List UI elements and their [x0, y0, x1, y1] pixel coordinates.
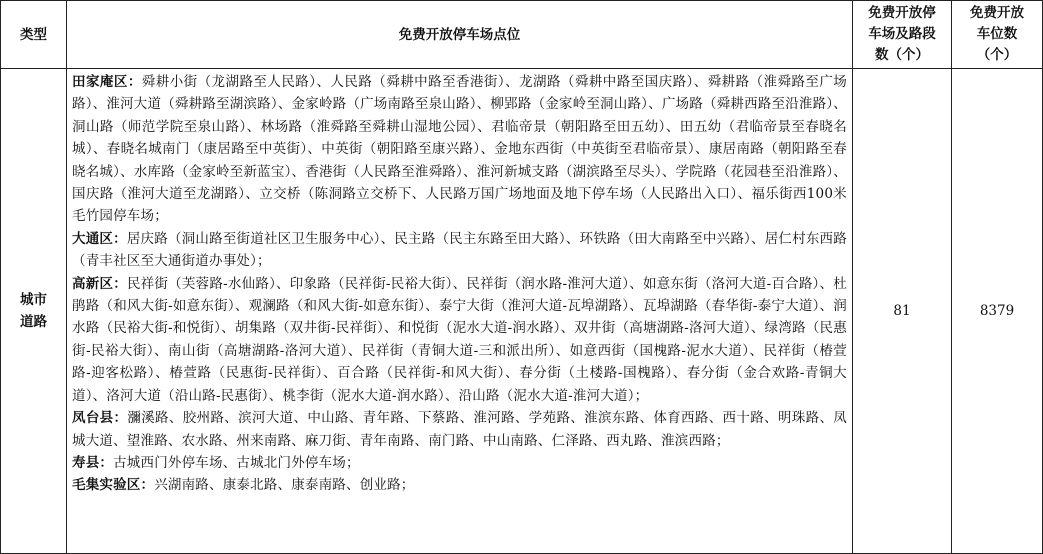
district-text: 古城西门外停车场、古城北门外停车场；	[113, 454, 360, 471]
district-block	[72, 452, 847, 474]
district-block	[72, 474, 847, 496]
district-text: 民祥街（芙蓉路-水仙路）、印象路（民祥街-民裕大街）、民祥街（润水路-淮河大道）、如意东街（洛河大道-百合路）、杜鹃路（和风大街-如意东街）、观澜路（和风大街-如意东街）、泰宁大街（淮河大道-瓦埠湖路）、瓦埠湖路（春华街-泰宁大道）、润水路（民裕大街-和悦街）、胡集路（双井街-民祥街）、和悦街（泥水大道-润水路）、双井街（高塘湖路-洛河大道）、绿湾路（民惠街-民裕大街）、南山街（高塘湖路-洛河大道）、民祥街（青铜大道-三和派出所）、如意西街（国槐路-泥水大道）、民祥街（椿萱路-迎客松路）、椿萱路（民惠街-民祥街）、百合路（民祥街-和风大街）、春分街（土楼路-国槐路）、春分街（金合欢路-青铜大道）、洛河大道（沿山路-民惠街）、桃李街（泥水大道-润水路）、沿山路（泥水大道-淮河大道）；	[72, 275, 847, 404]
district-text: 瀰溪路、胶州路、滨河大道、中山路、青年路、下蔡路、淮河路、学苑路、淮滨东路、体育西路、西十路、明珠路、凤城大道、望淮路、农水路、州来南路、麻刀街、青年南路、南门路、中山南路、仁泽路、西丸路、淮滨西路；	[72, 410, 847, 449]
district-name: 寿县：	[72, 454, 114, 471]
table-row	[1, 69, 1043, 554]
district-text: 居庆路（洞山路至街道社区卫生服务中心）、民主路（民主东路至田大路）、环铁路（田大南路至中兴路）、居仁村东西路（青丰社区至大通街道办事处）；	[72, 230, 847, 270]
spaces-cell: 8379	[952, 69, 1043, 554]
district-name: 高新区：	[72, 275, 127, 292]
header-row	[1, 1, 1043, 69]
district-name: 大通区：	[72, 230, 127, 247]
district-block	[72, 228, 847, 273]
district-block	[72, 407, 847, 452]
header-spaces: 免费开放车位数（个）	[952, 1, 1043, 69]
category-cell	[1, 69, 67, 554]
district-block	[72, 71, 847, 228]
header-count: 免费开放停车场及路段数（个）	[853, 1, 952, 69]
header-points: 免费开放停车场点位	[67, 1, 853, 69]
header-type: 类型	[1, 1, 67, 69]
category-label: 城市道路	[20, 292, 47, 330]
district-block	[72, 273, 847, 407]
points-cell	[67, 69, 853, 554]
district-text: 舜耕小街（龙湖路至人民路）、人民路（舜耕中路至香港街）、龙湖路（舜耕中路至国庆路）、舜耕路（淮舜路至广场路）、淮河大道（舜耕路至湖滨路）、金家岭路（广场南路至泉山路）、柳郢路（金家岭至洞山路）、广场路（舜耕西路至沿淮路）、洞山路（师范学院至泉山路）、林场路（淮舜路至舜耕山湿地公园）、君临帝景（朝阳路至田五幼）、田五幼（君临帝景至春晓名城）、春晓名城南门（康居路至中英街）、中英街（朝阳路至康兴路）、金地东西街（中英街至君临帝景）、康居南路（朝阳路至春晓名城）、水库路（金家岭至新蓝宝）、香港街（人民路至淮舜路）、淮河新城支路（湖滨路至尽头）、学院路（花园巷至沿淮路）、国庆路（淮河大道至龙湖路）、立交桥（陈洞路立交桥下、人民路万国广场地面及地下停车场（人民路出入口）、福乐街西100米毛竹园停车场；	[72, 74, 847, 225]
district-name: 田家庵区：	[72, 74, 142, 90]
district-name: 毛集实验区：	[72, 477, 155, 494]
district-text: 兴湖南路、康泰北路、康泰南路、创业路；	[154, 477, 415, 494]
count-cell: 81	[853, 69, 952, 554]
district-name: 凤台县：	[72, 410, 128, 427]
